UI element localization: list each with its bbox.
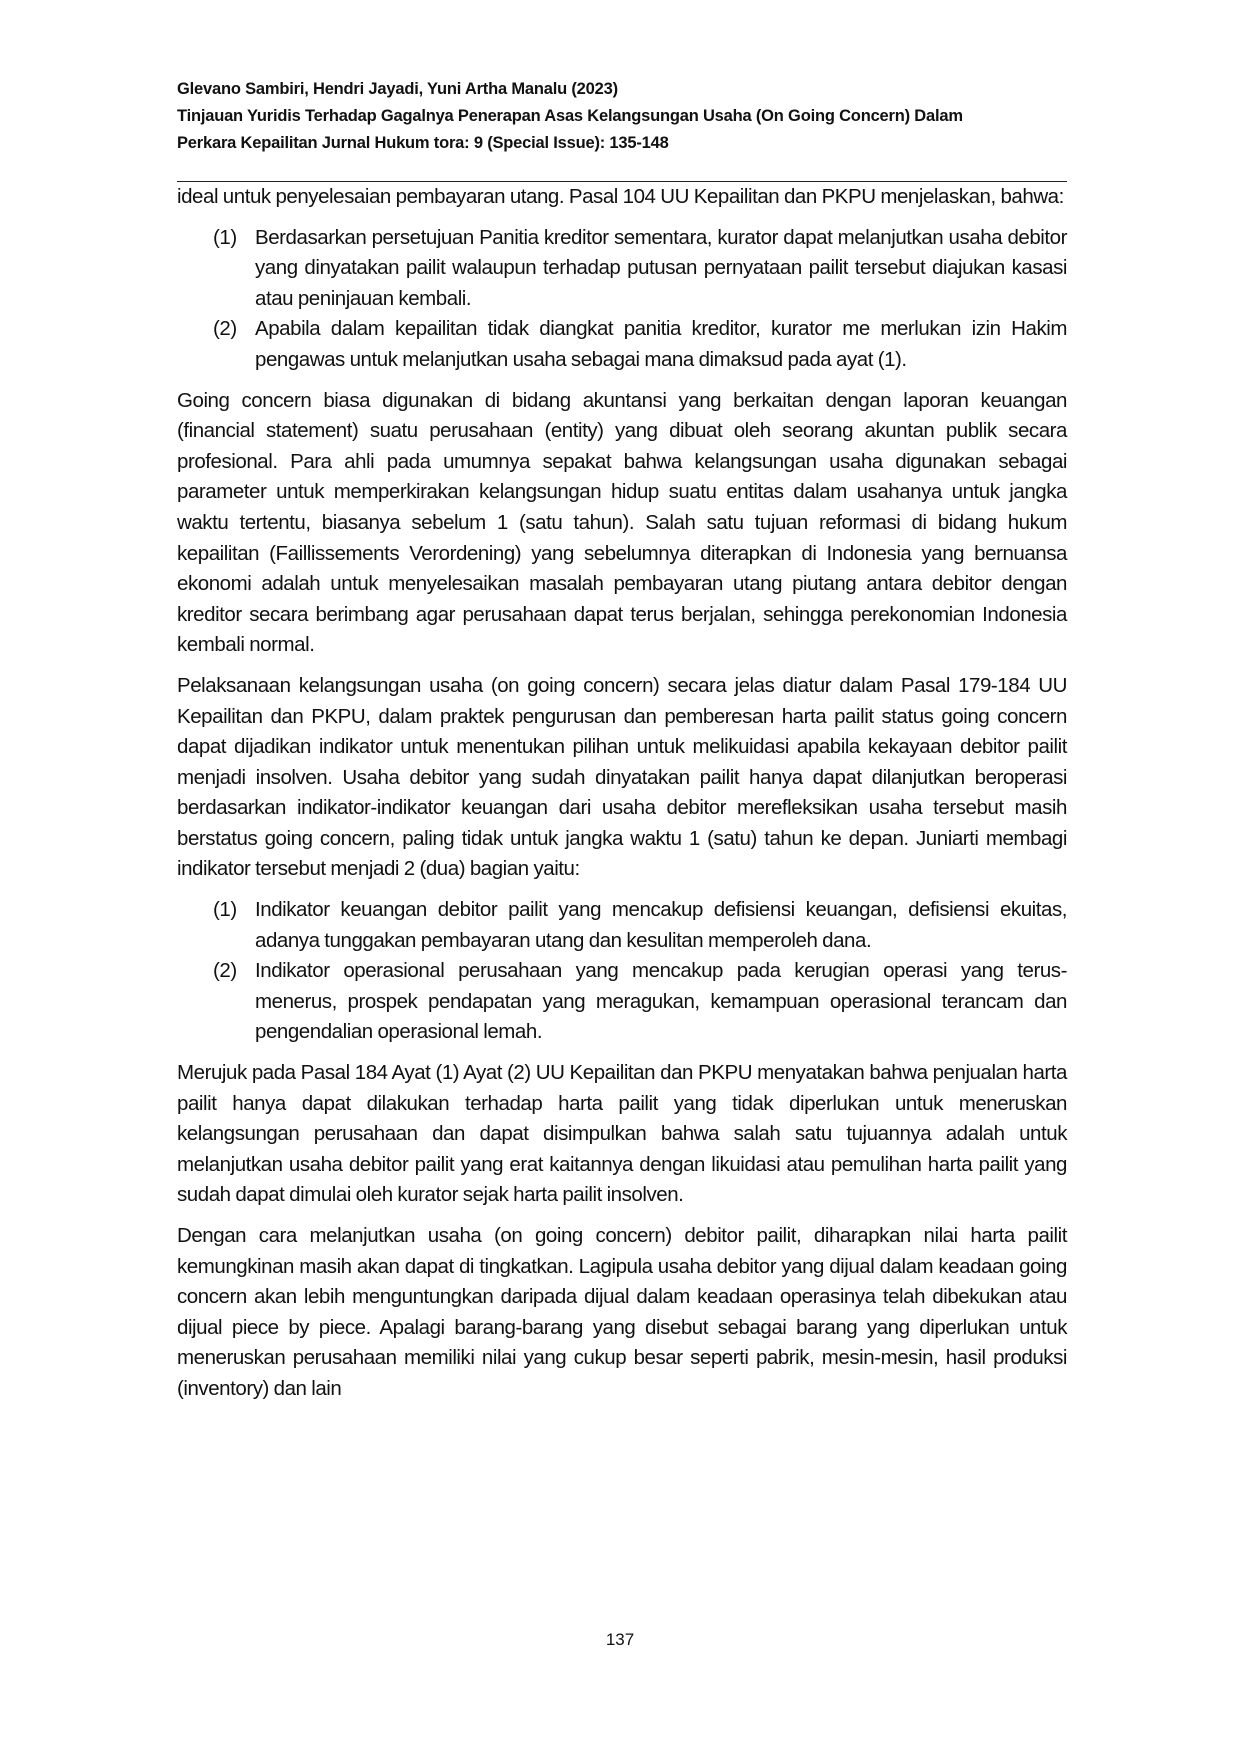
- indicator-list: [177, 895, 1067, 1048]
- list-text: Indikator operasional perusahaan yang mencakup pada kerugian operasi yang terus-menerus, prospek pendapatan yang meragukan, kemampuan operasional terancam dan pengendalian operasional lemah.: [255, 959, 1067, 1044]
- running-header: [177, 76, 1057, 157]
- list-text: Indikator keuangan debitor pailit yang mencakup defisiensi keuangan, defisiensi ekuitas, adanya tunggakan pembayaran utang dan kesulitan memperoleh dana.: [255, 898, 1067, 952]
- page-number: 137: [605, 1630, 635, 1649]
- paragraph-2: Going concern biasa digunakan di bidang akuntansi yang berkaitan dengan laporan keuangan (financial statement) suatu perusahaan (entity) yang dibuat oleh seorang akuntan publik secara profesional. Para ahli pada umumnya sepakat bahwa kelangsungan usaha digunakan sebagai parameter untuk memperkirakan kelangsungan hidup suatu entitas dalam usahanya untuk jangka waktu tertentu, biasanya sebelum 1 (satu tahun). Salah satu tujuan reformasi di bidang hukum kepailitan (Faillissements Verordening) yang sebelumnya diterapkan di Indonesia yang bernuansa ekonomi adalah untuk menyelesaikan masalah pembayaran utang piutang antara debitor dengan kreditor secara berimbang agar perusahaan dapat terus berjalan, sehingga perekonomian Indonesia kembali normal.: [177, 388, 1067, 657]
- list-item: [177, 314, 1067, 375]
- paragraph-1: ideal untuk penyelesaian pembayaran utang. Pasal 104 UU Kepailitan dan PKPU menjelaskan, bahwa:: [177, 185, 1064, 208]
- list-number: (1): [213, 225, 237, 249]
- list-item: [177, 223, 1067, 315]
- paragraph-5: Dengan cara melanjutkan usaha (on going concern) debitor pailit, diharapkan nilai harta pailit kemungkinan masih akan dapat di tingkatkan. Lagipula usaha debitor yang dijual dalam keadaan going concern akan lebih menguntungkan daripada dijual dalam keadaan operasinya telah dibekukan atau dijual piece by piece. Apalagi barang-barang yang disebut sebagai barang yang diperlukan untuk meneruskan perusahaan memiliki nilai yang cukup besar seperti pabrik, mesin-mesin, hasil produksi (inventory) dan lain: [177, 1224, 1067, 1400]
- page-body: [177, 182, 1067, 1415]
- list-text: Apabila dalam kepailitan tidak diangkat panitia kreditor, kurator me merlukan izin Hakim pengawas untuk melanjutkan usaha sebagai mana dimaksud pada ayat (1).: [255, 317, 1067, 371]
- list-item: [177, 895, 1067, 956]
- paragraph-4: Merujuk pada Pasal 184 Ayat (1) Ayat (2) UU Kepailitan dan PKPU menyatakan bahwa penjualan harta pailit hanya dapat dilakukan terhadap harta pailit yang tidak diperlukan untuk meneruskan kelangsungan perusahaan dan dapat disimpulkan bahwa salah satu tujuannya adalah untuk melanjutkan usaha debitor pailit yang erat kaitannya dengan likuidasi atau pemulihan harta pailit yang sudah dapat dimulai oleh kurator sejak harta pailit insolven.: [177, 1061, 1067, 1207]
- header-title-line-2: Perkara Kepailitan Jurnal Hukum tora: 9 (Special Issue): 135-148: [177, 134, 669, 152]
- list-number: (2): [213, 317, 237, 341]
- paragraph-3: Pelaksanaan kelangsungan usaha (on going concern) secara jelas diatur dalam Pasal 179-184 UU Kepailitan dan PKPU, dalam praktek pengurusan dan pemberesan harta pailit status going concern dapat dijadikan indikator untuk menentukan pilihan untuk melikuidasi apabila kekayaan debitor pailit menjadi insolven. Usaha debitor yang sudah dinyatakan pailit hanya dapat dilanjutkan beroperasi berdasarkan indikator-indikator keuangan dari usaha debitor merefleksikan usaha tersebut masih berstatus going concern, paling tidak untuk jangka waktu 1 (satu) tahun ke depan. Juniarti membagi indikator tersebut menjadi 2 (dua) bagian yaitu:: [177, 673, 1067, 881]
- header-title-line-1: Tinjauan Yuridis Terhadap Gagalnya Penerapan Asas Kelangsungan Usaha (On Going Concern) Dalam: [177, 107, 963, 125]
- list-number: (2): [213, 959, 237, 983]
- pasal-104-list: [177, 223, 1067, 376]
- list-item: [177, 956, 1067, 1048]
- list-number: (1): [213, 898, 237, 922]
- list-text: Berdasarkan persetujuan Panitia kreditor sementara, kurator dapat melanjutkan usaha debitor yang dinyatakan pailit walaupun terhadap putusan pernyataan pailit tersebut diajukan kasasi atau peninjauan kembali.: [255, 225, 1067, 310]
- header-authors: Glevano Sambiri, Hendri Jayadi, Yuni Artha Manalu (2023): [177, 80, 618, 98]
